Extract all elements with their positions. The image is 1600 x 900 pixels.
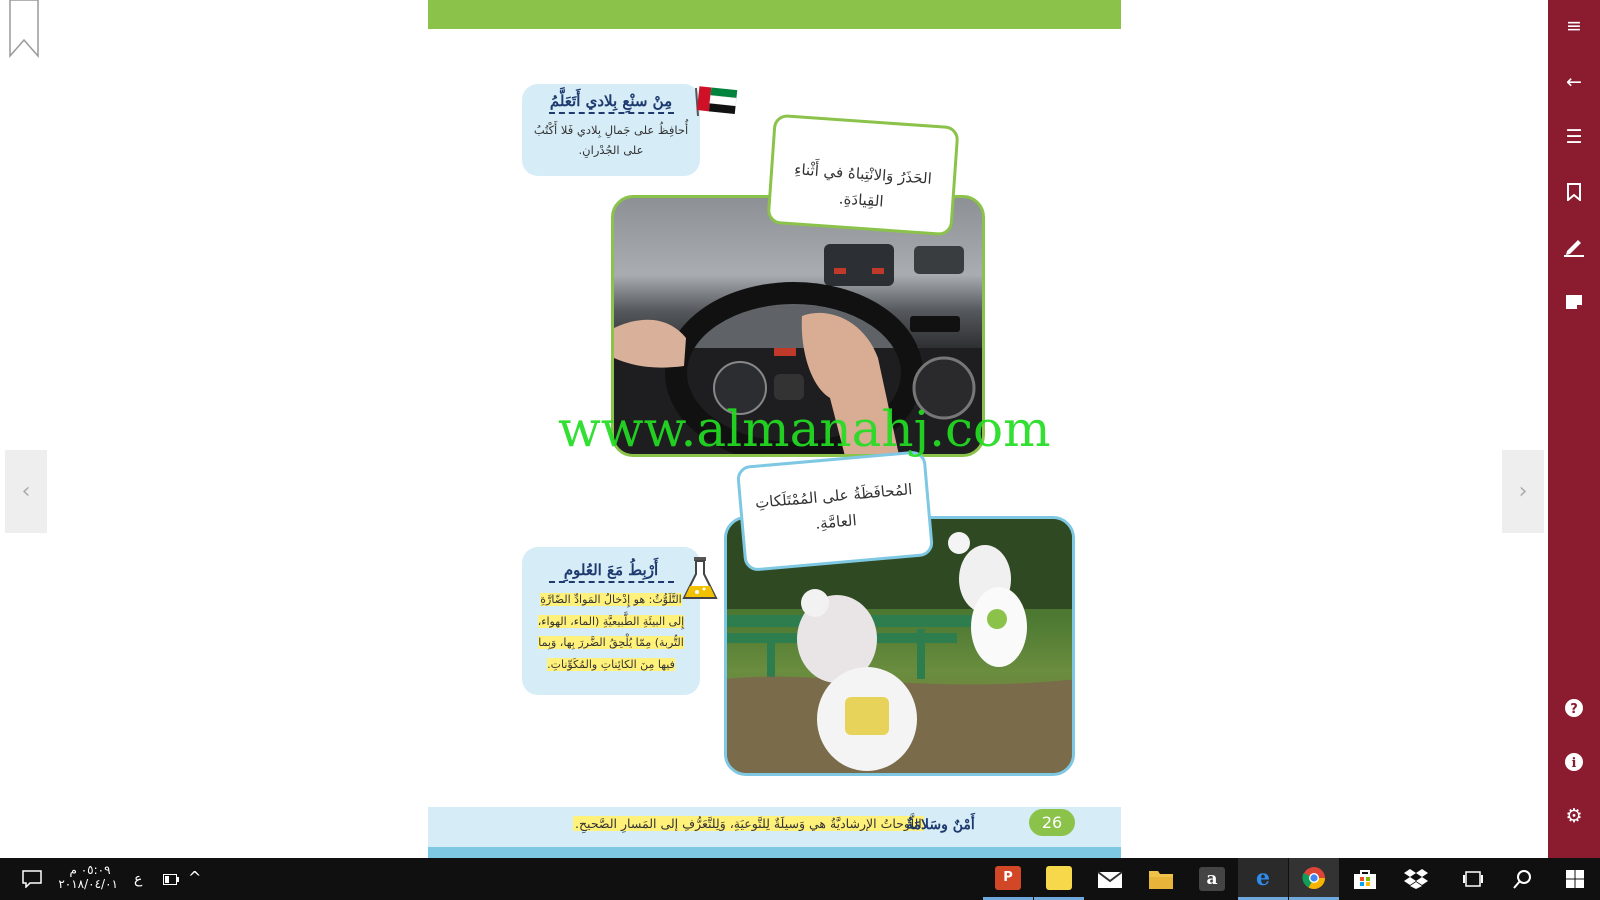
uae-flag-icon: [694, 86, 738, 116]
chevron-left-icon: ‹: [21, 479, 31, 504]
property-speech-bubble: [736, 450, 935, 572]
info-glyph: i: [1571, 756, 1577, 771]
taskbar-store[interactable]: [1340, 858, 1390, 900]
chrome-icon: [1302, 866, 1326, 890]
battery-icon[interactable]: [163, 874, 179, 885]
back-button[interactable]: [1558, 66, 1590, 98]
pen-icon: [1563, 237, 1585, 257]
previous-page-button[interactable]: [5, 450, 47, 533]
note-icon: [1565, 294, 1583, 310]
science-box-line: إِلى البيئَةِ الطَّبيعيَّةِ (الماء، الهواء،: [537, 614, 685, 628]
help-glyph: ?: [1570, 702, 1578, 717]
chevron-up-icon[interactable]: ^: [188, 868, 202, 887]
start-button[interactable]: [1550, 858, 1600, 900]
clock-time: ٠٥:٠٩ م: [69, 863, 111, 877]
science-box-title: أَرْبِطُ مَعَ العُلومِ: [563, 561, 659, 579]
action-center-icon[interactable]: [22, 870, 42, 888]
info-icon: [1564, 752, 1584, 772]
edge-icon: e: [1256, 864, 1270, 891]
amazon-icon: a: [1199, 867, 1225, 891]
next-page-button[interactable]: [1502, 450, 1544, 533]
windows-logo-icon: [1565, 869, 1585, 889]
dropbox-icon: [1403, 868, 1429, 890]
notes-button[interactable]: [1558, 286, 1590, 318]
task-view-icon: [1462, 870, 1484, 888]
arrow-left-icon: ←: [1566, 71, 1582, 93]
mail-icon: [1097, 869, 1123, 889]
taskbar-task-view[interactable]: [1448, 858, 1498, 900]
unit-title: أَمْنٌ وسَلامَةٌ: [906, 817, 975, 833]
footer-note: اللَّوحاتُ الإرشاديَّةُ هي وَسيلَةٌ لِلتَّوعيَةِ، وَلِلتَّعَرُّفِ إلى المَسارِ الصَّحيحِ.: [575, 816, 922, 831]
info-button[interactable]: [1558, 746, 1590, 778]
science-box-line: التَّلَوُّثُ: هو إِدْخالُ المَوادِّ الضّارَّةِ: [540, 593, 682, 606]
taskbar-amazon[interactable]: [1187, 858, 1237, 900]
page-number: 26: [1029, 809, 1075, 836]
folder-icon: [1148, 868, 1174, 890]
taskbar-chrome[interactable]: [1289, 858, 1339, 900]
taskbar-mail[interactable]: [1085, 858, 1135, 900]
store-icon: [1353, 868, 1377, 890]
learn-box-title: مِنْ سنْعِ بِلادي أَتَعَلَّمُ: [549, 92, 673, 110]
help-icon: [1564, 698, 1584, 718]
taskbar-dropbox[interactable]: [1391, 858, 1441, 900]
taskbar-sticky-notes[interactable]: [1034, 858, 1084, 900]
clock-date: ٢٠١٨/٠٤/٠١: [58, 877, 118, 891]
divider: [549, 581, 674, 583]
gear-icon: ⚙: [1565, 805, 1583, 827]
driving-caption: الحَذَرُ وَالانْتِباهُ في أَثْناءِ القِيادَةِ.: [793, 160, 933, 211]
powerpoint-icon: P: [995, 866, 1021, 890]
table-of-contents-button[interactable]: [1558, 121, 1590, 153]
search-icon: [1513, 869, 1533, 889]
sticky-notes-icon: [1046, 866, 1072, 890]
science-box-line: التُّربة) مِمّا يُلْحِقُ الضَّررَ بِها، وَبِما: [538, 636, 684, 649]
bookmark-icon: [1566, 183, 1582, 201]
taskbar-edge[interactable]: [1238, 858, 1288, 900]
driving-speech-bubble: [766, 114, 959, 237]
divider: [549, 112, 674, 114]
science-box: [522, 547, 700, 695]
page-top-band: [428, 0, 1121, 29]
learn-box-line: أُحافِظُ على جَمالِ بِلادي فَلا أَكْتُبُ: [533, 123, 689, 137]
annotate-button[interactable]: [1558, 231, 1590, 263]
settings-button[interactable]: [1558, 800, 1590, 832]
menu-button[interactable]: [1558, 10, 1590, 42]
footer-band: [428, 847, 1121, 858]
windows-taskbar: [0, 858, 1600, 900]
taskbar-file-explorer[interactable]: [1136, 858, 1186, 900]
bookmark-button[interactable]: [1558, 176, 1590, 208]
learn-box: [522, 84, 700, 176]
list-icon: ☰: [1565, 126, 1583, 148]
learn-box-line: على الجُدْرانِ.: [578, 143, 644, 157]
chevron-right-icon: ›: [1518, 479, 1528, 504]
science-box-line: فيها مِنَ الكائِناتِ والمُكَوِّناتِ.: [547, 657, 675, 671]
property-caption-line: العامَّةِ.: [814, 511, 858, 533]
clock[interactable]: [58, 863, 118, 891]
flask-icon: [680, 556, 720, 602]
bookmark-ribbon-icon[interactable]: [8, 0, 40, 58]
reader-sidebar: [1548, 0, 1600, 858]
input-language[interactable]: ع: [134, 871, 143, 887]
help-button[interactable]: [1558, 692, 1590, 724]
watermark: www.almanahj.com: [558, 400, 1051, 458]
taskbar-search[interactable]: [1498, 858, 1548, 900]
hamburger-icon: ≡: [1566, 15, 1582, 37]
taskbar-powerpoint[interactable]: [983, 858, 1033, 900]
property-caption-line: المُحافَظَةُ على المُمْتَلَكاتِ: [754, 480, 914, 512]
